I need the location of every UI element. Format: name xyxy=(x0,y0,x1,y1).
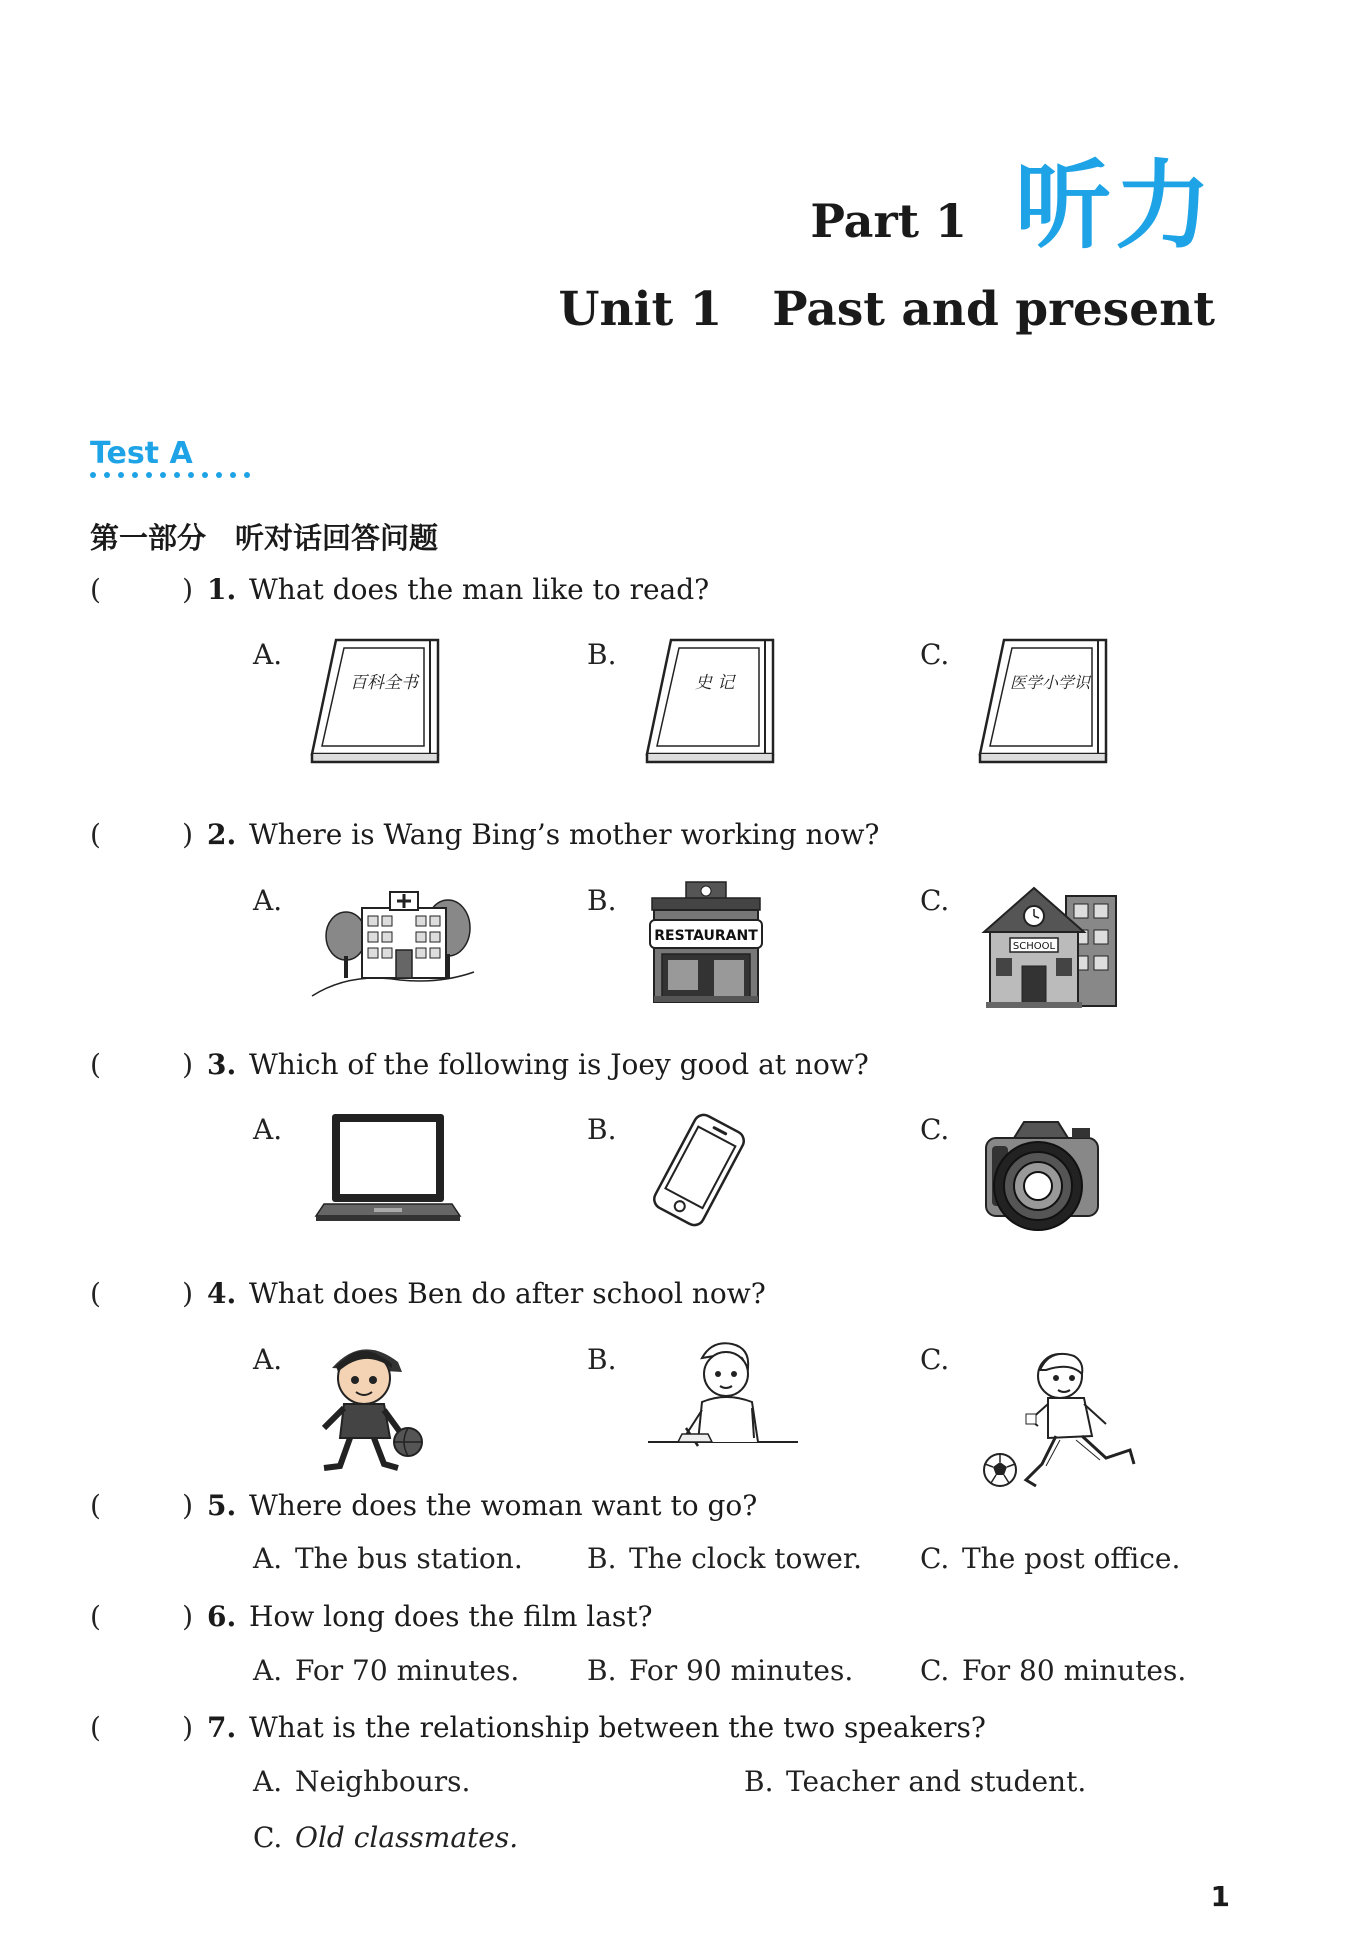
option-text: The bus station. xyxy=(295,1542,523,1575)
book-cover-title: 史 记 xyxy=(695,673,735,693)
question-number: 7. xyxy=(207,1710,237,1744)
answer-bracket[interactable]: ( ) xyxy=(90,1276,193,1310)
option-letter: B. xyxy=(587,638,617,671)
option-text: The post office. xyxy=(962,1542,1181,1575)
answer-bracket[interactable]: ( ) xyxy=(90,1488,193,1522)
unit-title: Past and present xyxy=(772,282,1215,337)
option-letter: C. xyxy=(920,1343,950,1376)
question-number: 5. xyxy=(207,1488,237,1522)
question-number: 2. xyxy=(207,817,237,851)
school-icon xyxy=(980,882,1120,1010)
restaurant-sign-text: RESTAURANT xyxy=(654,928,758,944)
unit-heading xyxy=(559,282,1216,337)
question-5 xyxy=(90,1485,757,1525)
book-icon xyxy=(643,636,779,764)
answer-bracket[interactable]: ( ) xyxy=(90,817,193,851)
question-text: Which of the following is Joey good at now? xyxy=(249,1047,869,1081)
answer-bracket[interactable]: ( ) xyxy=(90,1047,193,1081)
part-heading xyxy=(810,150,1215,262)
test-dots-divider xyxy=(90,472,250,478)
option-letter: B. xyxy=(587,884,617,917)
question-text: How long does the film last? xyxy=(249,1599,653,1633)
option-letter: B. xyxy=(744,1765,774,1798)
option-letter: C. xyxy=(920,638,950,671)
option-letter: A. xyxy=(253,884,283,917)
page-number: 1 xyxy=(1210,1880,1230,1913)
question-number: 1. xyxy=(207,572,237,606)
answer-bracket[interactable]: ( ) xyxy=(90,572,193,606)
school-sign-text: SCHOOL xyxy=(1012,941,1056,952)
option-letter: C. xyxy=(920,884,950,917)
option-text: For 90 minutes. xyxy=(629,1654,854,1687)
question-text: Where does the woman want to go? xyxy=(249,1488,758,1522)
option-text: For 70 minutes. xyxy=(295,1654,520,1687)
option-text: Neighbours. xyxy=(295,1765,471,1798)
phone-icon xyxy=(644,1112,754,1228)
option-letter: A. xyxy=(253,1542,283,1575)
question-1 xyxy=(90,569,709,609)
option-text: Old classmates. xyxy=(295,1821,519,1854)
question-number: 6. xyxy=(207,1599,237,1633)
book-cover-title: 百科全书 xyxy=(350,673,418,693)
book-icon xyxy=(308,636,444,764)
option-letter: A. xyxy=(253,638,283,671)
question-7 xyxy=(90,1707,986,1747)
camera-icon xyxy=(976,1110,1108,1238)
question-text: Where is Wang Bing’s mother working now? xyxy=(249,817,880,851)
restaurant-icon xyxy=(646,880,766,1004)
option-letter: C. xyxy=(920,1113,950,1146)
basketball-boy-icon xyxy=(312,1338,430,1476)
question-number: 3. xyxy=(207,1047,237,1081)
test-label: Test A xyxy=(90,436,193,471)
option-letter: B. xyxy=(587,1113,617,1146)
answer-bracket[interactable]: ( ) xyxy=(90,1710,193,1744)
laptop-icon xyxy=(314,1112,462,1224)
option-letter: C. xyxy=(920,1654,950,1687)
book-cover-title: 医学小学识 xyxy=(1010,673,1091,692)
option-letter: A. xyxy=(253,1113,283,1146)
book-icon xyxy=(976,636,1112,764)
question-3 xyxy=(90,1044,869,1084)
part-label: Part 1 xyxy=(810,194,967,248)
question-6 xyxy=(90,1596,653,1636)
option-letter: A. xyxy=(253,1654,283,1687)
option-letter: B. xyxy=(587,1542,617,1575)
option-letter: C. xyxy=(253,1821,283,1854)
writing-boy-icon xyxy=(642,1338,804,1462)
question-text: What does the man like to read? xyxy=(249,572,710,606)
part-chinese-title: 听力 xyxy=(1015,150,1215,262)
question-4 xyxy=(90,1273,766,1313)
option-letter: A. xyxy=(253,1343,283,1376)
option-text: The clock tower. xyxy=(629,1542,863,1575)
question-text: What does Ben do after school now? xyxy=(249,1276,766,1310)
question-2 xyxy=(90,814,879,854)
unit-label: Unit 1 xyxy=(558,282,723,337)
football-boy-icon xyxy=(976,1340,1156,1492)
option-text: Teacher and student. xyxy=(786,1765,1087,1798)
option-letter: B. xyxy=(587,1343,617,1376)
option-letter: B. xyxy=(587,1654,617,1687)
answer-bracket[interactable]: ( ) xyxy=(90,1599,193,1633)
option-letter: C. xyxy=(920,1542,950,1575)
question-number: 4. xyxy=(207,1276,237,1310)
option-letter: A. xyxy=(253,1765,283,1798)
hospital-icon xyxy=(310,880,476,998)
option-text: For 80 minutes. xyxy=(962,1654,1187,1687)
section-title: 第一部分 听对话回答问题 xyxy=(90,521,439,555)
question-text: What is the relationship between the two speakers? xyxy=(249,1710,986,1744)
